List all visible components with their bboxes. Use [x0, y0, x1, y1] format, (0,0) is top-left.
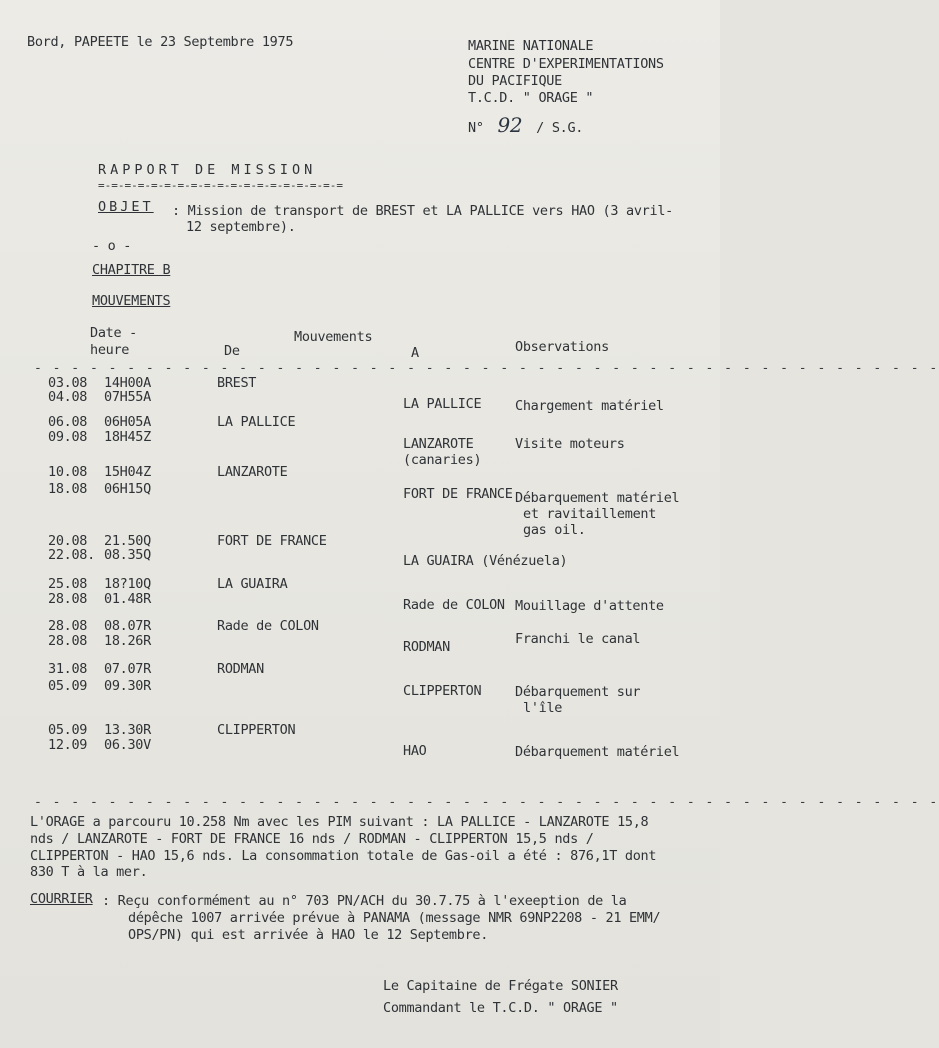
- cell-observation: Chargement matériel: [515, 398, 664, 414]
- cell-hour: 06H15Q: [104, 481, 151, 497]
- section-heading: MOUVEMENTS: [92, 293, 171, 309]
- cell-to: LA PALLICE: [403, 396, 482, 412]
- signature-line-2: Commandant le T.C.D. " ORAGE ": [383, 1000, 618, 1016]
- cell-hour: 01.48R: [104, 591, 151, 607]
- cell-date: 04.08: [48, 389, 88, 405]
- cell-date: 25.08: [48, 576, 88, 592]
- ref-handwritten-number: 92: [497, 113, 523, 137]
- separator: - o -: [92, 238, 132, 254]
- cell-to: RODMAN: [403, 639, 450, 655]
- cell-hour: 15H04Z: [104, 464, 151, 480]
- cell-to: LA GUAIRA (Vénézuela): [403, 553, 568, 569]
- title-underline: =-=-=-=-=-=-=-=-=-=-=-=-=-=-=-=-=-=-=: [98, 179, 344, 192]
- cell-date: 31.08: [48, 661, 88, 677]
- header-mouvements: Mouvements: [294, 329, 373, 345]
- header-de: De: [224, 343, 240, 359]
- cell-date: 12.09: [48, 737, 88, 753]
- cell-observation: Débarquement sur l'île: [515, 684, 641, 716]
- cell-hour: 07H55A: [104, 389, 151, 405]
- cell-to: Rade de COLON: [403, 597, 505, 613]
- header-observations: Observations: [515, 339, 609, 355]
- cell-hour: 18?10Q: [104, 576, 151, 592]
- cell-date: 28.08: [48, 591, 88, 607]
- cell-date: 06.08: [48, 414, 88, 430]
- cell-hour: 08.35Q: [104, 547, 151, 563]
- cell-from: BREST: [217, 375, 257, 391]
- cell-date: 28.08: [48, 618, 88, 634]
- header-heure: heure: [90, 342, 130, 358]
- courrier-line-2: dépêche 1007 arrivée prévue à PANAMA (message NMR 69NP2208 - 21 EMM/: [128, 910, 661, 926]
- cell-date: 22.08.: [48, 547, 95, 563]
- cell-from: LA GUAIRA: [217, 576, 288, 592]
- summary-line-3: CLIPPERTON - HAO 15,6 nds. La consommation totale de Gas-oil a été : 876,1T dont: [30, 848, 657, 864]
- objet-text-line-2: 12 septembre).: [186, 219, 296, 235]
- courrier-label: COURRIER: [30, 891, 93, 907]
- cell-date: 09.08: [48, 429, 88, 445]
- cell-hour: 14H00A: [104, 375, 151, 391]
- header-date: Date -: [90, 325, 137, 341]
- cell-date: 10.08: [48, 464, 88, 480]
- ref-prefix: N°: [468, 120, 484, 136]
- courrier-line-3: OPS/PN) qui est arrivée à HAO le 12 Septembre.: [128, 927, 489, 943]
- cell-observation: Visite moteurs: [515, 436, 625, 452]
- cell-date: 03.08: [48, 375, 88, 391]
- cell-hour: 06.30V: [104, 737, 151, 753]
- objet-label: OBJET: [98, 199, 154, 215]
- cell-date: 20.08: [48, 533, 88, 549]
- cell-hour: 07.07R: [104, 661, 151, 677]
- cell-from: CLIPPERTON: [217, 722, 296, 738]
- cell-observation: Débarquement matériel: [515, 744, 680, 760]
- cell-hour: 21.50Q: [104, 533, 151, 549]
- cell-hour: 18H45Z: [104, 429, 151, 445]
- courrier-line-1: : Reçu conformément au n° 703 PN/ACH du 30.7.75 à l'exeeption de la: [102, 893, 627, 909]
- cell-hour: 08.07R: [104, 618, 151, 634]
- cell-to: CLIPPERTON: [403, 683, 482, 699]
- cell-observation: Mouillage d'attente: [515, 598, 664, 614]
- signature-line-1: Le Capitaine de Frégate SONIER: [383, 978, 618, 994]
- cell-from: LANZAROTE: [217, 464, 288, 480]
- reference-number: [468, 113, 584, 137]
- header-a: A: [411, 345, 419, 361]
- org-line-3: DU PACIFIQUE: [468, 73, 562, 89]
- cell-observation: Débarquement matériel et ravitaillement gas oil.: [515, 490, 680, 538]
- cell-to: HAO: [403, 743, 427, 759]
- cell-observation: Franchi le canal: [515, 631, 641, 647]
- cell-to: LANZAROTE (canaries): [403, 436, 482, 468]
- org-line-2: CENTRE D'EXPERIMENTATIONS: [468, 56, 664, 72]
- cell-to: FORT DE FRANCE: [403, 486, 513, 502]
- report-title: RAPPORT DE MISSION: [98, 162, 317, 178]
- org-line-1: MARINE NATIONALE: [468, 38, 594, 54]
- summary-line-4: 830 T à la mer.: [30, 864, 148, 880]
- summary-line-1: L'ORAGE a parcouru 10.258 Nm avec les PIM suivant : LA PALLICE - LANZAROTE 15,8: [30, 814, 649, 830]
- table-rule: - - - - - - - - - - - - - - - - - - - - - - - - - - - - - - - - - - - - - - - - - - - - - - - - -: [34, 361, 939, 376]
- cell-date: 28.08: [48, 633, 88, 649]
- cell-date: 18.08: [48, 481, 88, 497]
- cell-date: 05.09: [48, 678, 88, 694]
- cell-date: 05.09: [48, 722, 88, 738]
- cell-hour: 18.26R: [104, 633, 151, 649]
- cell-hour: 13.30R: [104, 722, 151, 738]
- cell-hour: 06H05A: [104, 414, 151, 430]
- cell-from: Rade de COLON: [217, 618, 319, 634]
- chapter-heading: CHAPITRE B: [92, 262, 171, 278]
- ref-suffix: / S.G.: [536, 120, 584, 136]
- cell-hour: 09.30R: [104, 678, 151, 694]
- cell-from: LA PALLICE: [217, 414, 296, 430]
- org-line-4: T.C.D. " ORAGE ": [468, 90, 594, 106]
- footer-rule: - - - - - - - - - - - - - - - - - - - - - - - - - - - - - - - - - - - - - - - - - - - - - - - - -: [34, 795, 939, 810]
- place-date: Bord, PAPEETE le 23 Septembre 1975: [27, 34, 294, 50]
- objet-text-line-1: : Mission de transport de BREST et LA PALLICE vers HAO (3 avril-: [172, 203, 673, 219]
- cell-from: FORT DE FRANCE: [217, 533, 327, 549]
- summary-line-2: nds / LANZAROTE - FORT DE FRANCE 16 nds / RODMAN - CLIPPERTON 15,5 nds /: [30, 831, 594, 847]
- cell-from: RODMAN: [217, 661, 264, 677]
